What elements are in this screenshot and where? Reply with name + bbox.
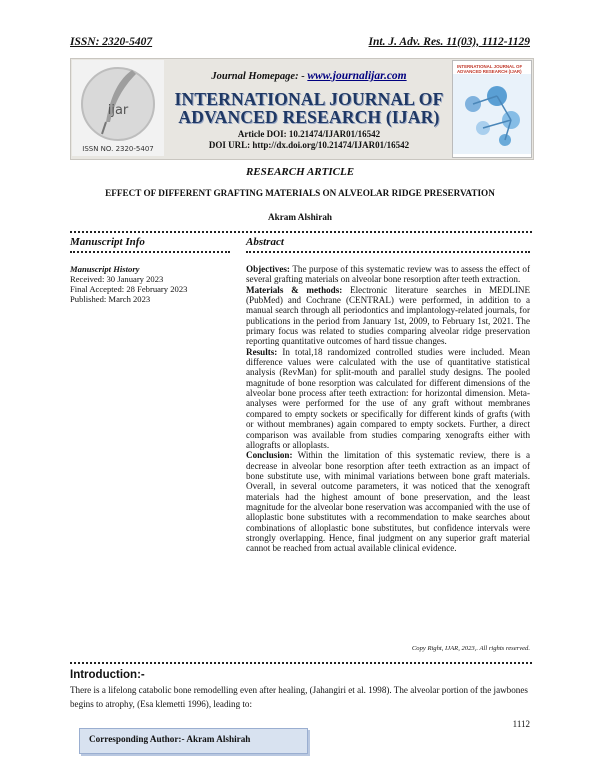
abstract-heading: Abstract xyxy=(246,236,284,248)
left-dots xyxy=(70,251,230,253)
manuscript-history xyxy=(70,264,230,304)
published-date: Published: March 2023 xyxy=(70,294,151,304)
journal-title-line2: ADVANCED RESEARCH (IJAR) xyxy=(178,107,440,127)
corresponding-author: Corresponding Author:- Akram Alshirah xyxy=(89,734,251,744)
abstract-body xyxy=(246,264,530,554)
journal-homepage xyxy=(166,70,452,82)
right-dots xyxy=(246,251,530,253)
intro-heading: Introduction:- xyxy=(70,669,145,681)
article-title: EFFECT OF DIFFERENT GRAFTING MATERIALS ON ALVEOLAR RIDGE PRESERVATION xyxy=(105,188,495,198)
logo-text: ijar xyxy=(107,103,129,118)
article-type: RESEARCH ARTICLE xyxy=(245,166,355,178)
abstract-methods: Materials & methods: Electronic literature searches in MEDLINE (PubMed) and Cochrane (CENTRAL) were performed, in addition to a manual search through all periodontics and implantology-related journals, for publications in the period from January 1st, 2009, to February 1st, 2021. The primary focus was related to studies comparing alveolar ridge preservation reporting quantitative outcomes of hard tissue changes. xyxy=(246,284,530,347)
doi-url[interactable]: DOI URL: http://dx.doi.org/10.21474/IJAR01/16542 xyxy=(208,140,410,150)
abstract-conclusion: Conclusion: Within the limitation of this systematic review, there is a decrease in alveolar bone resorption after teeth extraction as an impact of bone substitute use, with minimal variations between bone graft materials. Overall, in several outcome parameters, it was noticed that the xenograft materials had the highest amount of bone preservation, and the least magnitude for the alveolar bone reservation was accompanied with the use of alloplastic bone substitutes with a recommendation to make searches about combinations of alloplastic bone substitutes, but confidence intervals were strongly overlapping. Hence, final judgment on any superior graft material cannot be reached from actual available clinical evidence. xyxy=(246,450,530,554)
corresponding-author-box xyxy=(79,728,308,754)
page-number: 1112 xyxy=(512,719,530,729)
manuscript-info-heading: Manuscript Info xyxy=(70,236,145,248)
copyright-notice: Copy Right, IJAR, 2023,. All rights reserved. xyxy=(411,645,530,652)
journal-logo xyxy=(72,60,164,156)
cover-title: INTERNATIONAL JOURNAL OF ADVANCED RESEARCH (IJAR) xyxy=(457,64,523,74)
issn-label: ISSN: 2320-5407 xyxy=(70,36,153,48)
quill-logo-icon xyxy=(72,60,164,156)
article-doi: Article DOI: 10.21474/IJAR01/16542 xyxy=(237,129,381,139)
logo-issn: ISSN NO. 2320-5407 xyxy=(82,145,154,153)
separator-dots-top xyxy=(70,231,532,233)
homepage-link[interactable]: www.journalijar.com xyxy=(307,70,407,82)
separator-dots-bottom xyxy=(70,662,532,664)
intro-paragraph: There is a lifelong catabolic bone remodelling even after healing, (Jahangiri et al. 1998). The alveolar portion of the jawbones begins to atrophy, (Esa klemetti 1996), leading to: xyxy=(70,685,528,709)
author-name: Akram Alshirah xyxy=(267,212,333,222)
journal-cover-thumbnail xyxy=(452,60,532,158)
accepted-date: Final Accepted: 28 February 2023 xyxy=(70,284,188,294)
abstract-results: Results: In total,18 randomized controlled studies were included. Mean difference values were calculated with the use of quantitative statistical analysis (RevMan) for split-mouth and parallel study designs. The pooled magnitude of bone resorption was calculated for different dimensions of the alveolar bone process after teeth extraction: for horizontal dimension. Meta-analyses were performed for the use of any graft without membranes compared to empty sockets or specifically for different kinds of grafts (with or without membranes) again compared to empty sockets. Further, a direct comparison was available from studies comparing xenografts either with allografts or alloplasts. xyxy=(246,346,530,450)
homepage-label: Journal Homepage: - xyxy=(211,71,305,82)
abstract-objectives: Objectives: The purpose of this systematic review was to assess the effect of several grafting materials on alveolar bone resorption after teeth extraction. xyxy=(246,264,531,285)
history-heading: Manuscript History xyxy=(70,264,140,274)
received-date: Received: 30 January 2023 xyxy=(70,274,164,284)
journal-citation: Int. J. Adv. Res. 11(03), 1112-1129 xyxy=(368,36,530,48)
journal-title-line1: INTERNATIONAL JOURNAL OF xyxy=(174,89,444,109)
molecule-cover-icon xyxy=(453,74,531,154)
